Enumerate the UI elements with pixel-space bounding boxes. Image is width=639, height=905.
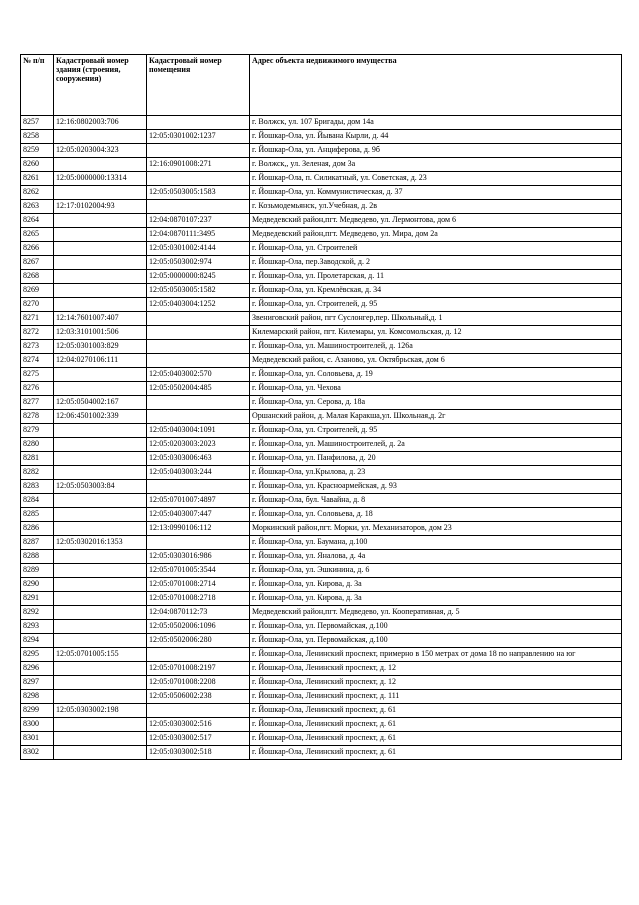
table-row — [21, 256, 622, 270]
table-row — [21, 522, 622, 536]
building-cadastral-cell — [54, 746, 147, 760]
row-number-cell: 8290 — [21, 578, 54, 592]
building-cadastral-cell: 12:17:0102004:93 — [54, 200, 147, 214]
row-number-cell: 8262 — [21, 186, 54, 200]
address-cell: г. Йошкар-Ола, Ленинский проспект, примерно в 150 метрах от дома 18 по направлению на юг — [250, 648, 622, 662]
row-number-cell: 8272 — [21, 326, 54, 340]
premises-cadastral-cell: 12:05:0403007:447 — [147, 508, 250, 522]
table-row — [21, 410, 622, 424]
address-cell: г. Йошкар-Ола, ул. Панфилова, д. 20 — [250, 452, 622, 466]
building-cadastral-cell — [54, 298, 147, 312]
address-cell: г. Йошкар-Ола, ул. Первомайская, д.100 — [250, 634, 622, 648]
table-row — [21, 648, 622, 662]
row-number-cell: 8291 — [21, 592, 54, 606]
table-row — [21, 200, 622, 214]
row-number-cell: 8294 — [21, 634, 54, 648]
building-cadastral-cell — [54, 508, 147, 522]
address-cell: г. Йошкар-Ола, ул. Серова, д. 18а — [250, 396, 622, 410]
building-cadastral-cell: 12:14:7601007:407 — [54, 312, 147, 326]
table-row — [21, 690, 622, 704]
address-cell: Моркинский район,пгт. Морки, ул. Механизаторов, дом 23 — [250, 522, 622, 536]
premises-cadastral-cell: 12:05:0000000:8245 — [147, 270, 250, 284]
premises-cadastral-cell — [147, 354, 250, 368]
address-cell: г. Йошкар-Ола, ул. Машиностроителей, д. 126а — [250, 340, 622, 354]
row-number-cell: 8286 — [21, 522, 54, 536]
address-cell: г. Йошкар-Ола, Ленинский проспект, д. 111 — [250, 690, 622, 704]
building-cadastral-cell — [54, 158, 147, 172]
table-row — [21, 158, 622, 172]
row-number-cell: 8300 — [21, 718, 54, 732]
table-row — [21, 536, 622, 550]
premises-cadastral-cell — [147, 326, 250, 340]
building-cadastral-cell — [54, 270, 147, 284]
address-cell: г. Йошкар-Ола, ул. Соловьева, д. 18 — [250, 508, 622, 522]
premises-cadastral-cell: 12:05:0303016:986 — [147, 550, 250, 564]
address-cell: г. Йошкар-Ола, ул. Яналова, д. 4а — [250, 550, 622, 564]
building-cadastral-cell — [54, 228, 147, 242]
building-cadastral-cell: 12:05:0504002:167 — [54, 396, 147, 410]
table-row — [21, 270, 622, 284]
address-cell: г. Йошкар-Ола, ул.Крылова, д. 23 — [250, 466, 622, 480]
real-estate-registry-table — [20, 54, 622, 760]
building-cadastral-cell — [54, 368, 147, 382]
address-cell: г. Йошкар-Ола, Ленинский проспект, д. 61 — [250, 718, 622, 732]
address-cell: Килемарский район, пгт. Килемары, ул. Комсомольская, д. 12 — [250, 326, 622, 340]
building-cadastral-cell — [54, 606, 147, 620]
table-row — [21, 382, 622, 396]
row-number-cell: 8274 — [21, 354, 54, 368]
premises-cadastral-cell: 12:05:0502004:485 — [147, 382, 250, 396]
premises-cadastral-cell — [147, 172, 250, 186]
table-row — [21, 186, 622, 200]
building-cadastral-cell: 12:06:4501002:339 — [54, 410, 147, 424]
table-row — [21, 438, 622, 452]
table-row — [21, 718, 622, 732]
building-cadastral-cell — [54, 452, 147, 466]
premises-cadastral-cell: 12:05:0503002:974 — [147, 256, 250, 270]
row-number-cell: 8296 — [21, 662, 54, 676]
premises-cadastral-cell: 12:05:0701008:2197 — [147, 662, 250, 676]
table-row — [21, 452, 622, 466]
building-cadastral-cell: 12:05:0203004:323 — [54, 144, 147, 158]
address-cell: г. Йошкар-Ола, ул. Кремлёвская, д. 34 — [250, 284, 622, 298]
building-cadastral-cell: 12:03:3101001:506 — [54, 326, 147, 340]
row-number-cell: 8295 — [21, 648, 54, 662]
premises-cadastral-cell: 12:05:0701008:2718 — [147, 592, 250, 606]
row-number-cell: 8302 — [21, 746, 54, 760]
table-row — [21, 242, 622, 256]
address-cell: Звениговский район, пгт Суслонгер,пер. Школьный,д. 1 — [250, 312, 622, 326]
premises-cadastral-cell: 12:05:0301002:4144 — [147, 242, 250, 256]
building-cadastral-cell: 12:05:0301003:829 — [54, 340, 147, 354]
row-number-cell: 8301 — [21, 732, 54, 746]
table-row — [21, 340, 622, 354]
table-row — [21, 494, 622, 508]
address-cell: г. Йошкар-Ола, Ленинский проспект, д. 12 — [250, 662, 622, 676]
table-row — [21, 144, 622, 158]
premises-cadastral-cell — [147, 648, 250, 662]
premises-cadastral-cell: 12:13:0990106:112 — [147, 522, 250, 536]
row-number-cell: 8258 — [21, 130, 54, 144]
address-cell: г. Йошкар-Ола, бул. Чавайна, д. 8 — [250, 494, 622, 508]
address-cell: г. Йошкар-Ола, ул. Баумана, д.100 — [250, 536, 622, 550]
row-number-cell: 8271 — [21, 312, 54, 326]
table-row — [21, 214, 622, 228]
premises-cadastral-cell: 12:05:0403004:1091 — [147, 424, 250, 438]
table-row — [21, 676, 622, 690]
table-header — [21, 55, 622, 116]
premises-cadastral-cell — [147, 116, 250, 130]
building-cadastral-cell: 12:05:0000000:13314 — [54, 172, 147, 186]
building-cadastral-cell — [54, 662, 147, 676]
building-cadastral-cell — [54, 382, 147, 396]
building-cadastral-cell — [54, 494, 147, 508]
building-cadastral-cell — [54, 438, 147, 452]
table-row — [21, 634, 622, 648]
address-cell: г. Йошкар-Ола, ул. Строителей, д. 95 — [250, 424, 622, 438]
premises-cadastral-cell: 12:05:0503005:1582 — [147, 284, 250, 298]
address-cell: г. Йошкар-Ола, ул. Соловьева, д. 19 — [250, 368, 622, 382]
row-number-cell: 8270 — [21, 298, 54, 312]
header-row-number: № п/п — [21, 55, 54, 116]
row-number-cell: 8282 — [21, 466, 54, 480]
premises-cadastral-cell — [147, 480, 250, 494]
premises-cadastral-cell: 12:16:0901008:271 — [147, 158, 250, 172]
building-cadastral-cell — [54, 634, 147, 648]
row-number-cell: 8266 — [21, 242, 54, 256]
address-cell: г. Йошкар-Ола, ул. Йывана Кырли, д. 44 — [250, 130, 622, 144]
row-number-cell: 8257 — [21, 116, 54, 130]
address-cell: г. Йошкар-Ола, ул. Строителей — [250, 242, 622, 256]
premises-cadastral-cell: 12:04:0870107:237 — [147, 214, 250, 228]
table-body — [21, 116, 622, 760]
premises-cadastral-cell: 12:05:0303002:516 — [147, 718, 250, 732]
building-cadastral-cell — [54, 592, 147, 606]
table-row — [21, 480, 622, 494]
building-cadastral-cell — [54, 256, 147, 270]
building-cadastral-cell — [54, 564, 147, 578]
row-number-cell: 8298 — [21, 690, 54, 704]
address-cell: г. Йошкар-Ола, ул. Первомайская, д.100 — [250, 620, 622, 634]
building-cadastral-cell: 12:05:0302016:1353 — [54, 536, 147, 550]
premises-cadastral-cell — [147, 200, 250, 214]
building-cadastral-cell — [54, 732, 147, 746]
table-row — [21, 508, 622, 522]
header-property-address: Адрес объекта недвижимого имущества — [250, 55, 622, 116]
row-number-cell: 8299 — [21, 704, 54, 718]
premises-cadastral-cell: 12:05:0203003:2023 — [147, 438, 250, 452]
table-row — [21, 130, 622, 144]
row-number-cell: 8297 — [21, 676, 54, 690]
row-number-cell: 8288 — [21, 550, 54, 564]
address-cell: г. Йошкар-Ола, п. Силикатный, ул. Советская, д. 23 — [250, 172, 622, 186]
table-row — [21, 368, 622, 382]
premises-cadastral-cell — [147, 340, 250, 354]
premises-cadastral-cell: 12:05:0701008:2208 — [147, 676, 250, 690]
premises-cadastral-cell: 12:05:0303006:463 — [147, 452, 250, 466]
row-number-cell: 8277 — [21, 396, 54, 410]
row-number-cell: 8265 — [21, 228, 54, 242]
table-row — [21, 312, 622, 326]
building-cadastral-cell: 12:05:0303002:198 — [54, 704, 147, 718]
row-number-cell: 8273 — [21, 340, 54, 354]
table-row — [21, 732, 622, 746]
row-number-cell: 8275 — [21, 368, 54, 382]
premises-cadastral-cell: 12:05:0506002:238 — [147, 690, 250, 704]
address-cell: г. Йошкар-Ола, Ленинский проспект, д. 61 — [250, 732, 622, 746]
address-cell: г. Йошкар-Ола, ул. Анциферова, д. 9б — [250, 144, 622, 158]
address-cell: г. Йошкар-Ола, Ленинский проспект, д. 12 — [250, 676, 622, 690]
table-row — [21, 228, 622, 242]
premises-cadastral-cell: 12:05:0502006:280 — [147, 634, 250, 648]
building-cadastral-cell — [54, 466, 147, 480]
table-row — [21, 620, 622, 634]
row-number-cell: 8281 — [21, 452, 54, 466]
table-row — [21, 298, 622, 312]
address-cell: Медведевский район,пгт. Медведево, ул. Кооперативная, д. 5 — [250, 606, 622, 620]
table-row — [21, 578, 622, 592]
premises-cadastral-cell — [147, 536, 250, 550]
building-cadastral-cell: 12:05:0701005:155 — [54, 648, 147, 662]
building-cadastral-cell — [54, 214, 147, 228]
building-cadastral-cell — [54, 718, 147, 732]
address-cell: г. Йошкар-Ола, ул. Кирова, д. 3а — [250, 578, 622, 592]
premises-cadastral-cell: 12:05:0303002:518 — [147, 746, 250, 760]
row-number-cell: 8268 — [21, 270, 54, 284]
row-number-cell: 8261 — [21, 172, 54, 186]
premises-cadastral-cell: 12:05:0403002:570 — [147, 368, 250, 382]
row-number-cell: 8283 — [21, 480, 54, 494]
building-cadastral-cell — [54, 550, 147, 564]
building-cadastral-cell — [54, 578, 147, 592]
premises-cadastral-cell: 12:05:0403003:244 — [147, 466, 250, 480]
address-cell: г. Йошкар-Ола, ул. Чехова — [250, 382, 622, 396]
row-number-cell: 8293 — [21, 620, 54, 634]
table-row — [21, 662, 622, 676]
address-cell: г. Йошкар-Ола, ул. Красноармейская, д. 93 — [250, 480, 622, 494]
address-cell: Оршанский район, д. Малая Каракша,ул. Школьная,д. 2г — [250, 410, 622, 424]
premises-cadastral-cell — [147, 144, 250, 158]
table-row — [21, 746, 622, 760]
premises-cadastral-cell: 12:04:0870112:73 — [147, 606, 250, 620]
table-row — [21, 284, 622, 298]
row-number-cell: 8289 — [21, 564, 54, 578]
row-number-cell: 8287 — [21, 536, 54, 550]
address-cell: г. Волжск,, ул. Зеленая, дом 3а — [250, 158, 622, 172]
row-number-cell: 8259 — [21, 144, 54, 158]
premises-cadastral-cell — [147, 704, 250, 718]
address-cell: г. Йошкар-Ола, пер.Заводской, д. 2 — [250, 256, 622, 270]
premises-cadastral-cell: 12:05:0701007:4897 — [147, 494, 250, 508]
address-cell: г. Йошкар-Ола, ул. Пролетарская, д. 11 — [250, 270, 622, 284]
row-number-cell: 8280 — [21, 438, 54, 452]
row-number-cell: 8279 — [21, 424, 54, 438]
building-cadastral-cell — [54, 186, 147, 200]
address-cell: г. Йошкар-Ола, Ленинский проспект, д. 61 — [250, 746, 622, 760]
building-cadastral-cell — [54, 424, 147, 438]
row-number-cell: 8278 — [21, 410, 54, 424]
building-cadastral-cell — [54, 676, 147, 690]
building-cadastral-cell: 12:04:0270106:111 — [54, 354, 147, 368]
premises-cadastral-cell: 12:05:0701005:3544 — [147, 564, 250, 578]
address-cell: Медведевский район,пгт. Медведево, ул. Мира, дом 2а — [250, 228, 622, 242]
table-row — [21, 424, 622, 438]
table-row — [21, 550, 622, 564]
row-number-cell: 8276 — [21, 382, 54, 396]
building-cadastral-cell: 12:16:0802003:706 — [54, 116, 147, 130]
row-number-cell: 8285 — [21, 508, 54, 522]
building-cadastral-cell — [54, 130, 147, 144]
building-cadastral-cell — [54, 620, 147, 634]
table-row — [21, 606, 622, 620]
address-cell: Медведевский район, с. Азаново, ул. Октябрьская, дом 6 — [250, 354, 622, 368]
premises-cadastral-cell: 12:05:0403004:1252 — [147, 298, 250, 312]
premises-cadastral-cell: 12:05:0502006:1096 — [147, 620, 250, 634]
premises-cadastral-cell — [147, 312, 250, 326]
row-number-cell: 8263 — [21, 200, 54, 214]
premises-cadastral-cell — [147, 410, 250, 424]
building-cadastral-cell — [54, 242, 147, 256]
address-cell: г. Йошкар-Ола, ул. Коммунистическая, д. 37 — [250, 186, 622, 200]
premises-cadastral-cell: 12:05:0303002:517 — [147, 732, 250, 746]
row-number-cell: 8292 — [21, 606, 54, 620]
address-cell: г. Волжск, ул. 107 Бригады, дом 14а — [250, 116, 622, 130]
row-number-cell: 8267 — [21, 256, 54, 270]
building-cadastral-cell: 12:05:0503003:84 — [54, 480, 147, 494]
table-row — [21, 396, 622, 410]
premises-cadastral-cell: 12:04:0870111:3495 — [147, 228, 250, 242]
row-number-cell: 8264 — [21, 214, 54, 228]
address-cell: Медведевский район,пгт. Медведево, ул. Лермонтова, дом 6 — [250, 214, 622, 228]
premises-cadastral-cell: 12:05:0301002:1237 — [147, 130, 250, 144]
address-cell: г. Йошкар-Ола, ул. Кирова, д. 3а — [250, 592, 622, 606]
premises-cadastral-cell: 12:05:0701008:2714 — [147, 578, 250, 592]
address-cell: г. Йошкар-Ола, Ленинский проспект, д. 61 — [250, 704, 622, 718]
building-cadastral-cell — [54, 284, 147, 298]
table-row — [21, 172, 622, 186]
address-cell: г. Йошкар-Ола, ул. Строителей, д. 95 — [250, 298, 622, 312]
table-row — [21, 564, 622, 578]
table-row — [21, 466, 622, 480]
premises-cadastral-cell — [147, 396, 250, 410]
address-cell: г. Козьмодемьянск, ул.Учебная, д. 2в — [250, 200, 622, 214]
table-row — [21, 592, 622, 606]
row-number-cell: 8284 — [21, 494, 54, 508]
table-row — [21, 326, 622, 340]
table-row — [21, 354, 622, 368]
building-cadastral-cell — [54, 690, 147, 704]
premises-cadastral-cell: 12:05:0503005:1583 — [147, 186, 250, 200]
building-cadastral-cell — [54, 522, 147, 536]
table-row — [21, 116, 622, 130]
table-header-row — [21, 55, 622, 116]
header-building-cadastral-number: Кадастровый номер здания (строения, сооружения) — [54, 55, 147, 116]
address-cell: г. Йошкар-Ола, ул. Эшкинина, д. 6 — [250, 564, 622, 578]
row-number-cell: 8260 — [21, 158, 54, 172]
row-number-cell: 8269 — [21, 284, 54, 298]
address-cell: г. Йошкар-Ола, ул. Машиностроителей, д. 2а — [250, 438, 622, 452]
header-premises-cadastral-number: Кадастровый номер помещения — [147, 55, 250, 116]
table-row — [21, 704, 622, 718]
